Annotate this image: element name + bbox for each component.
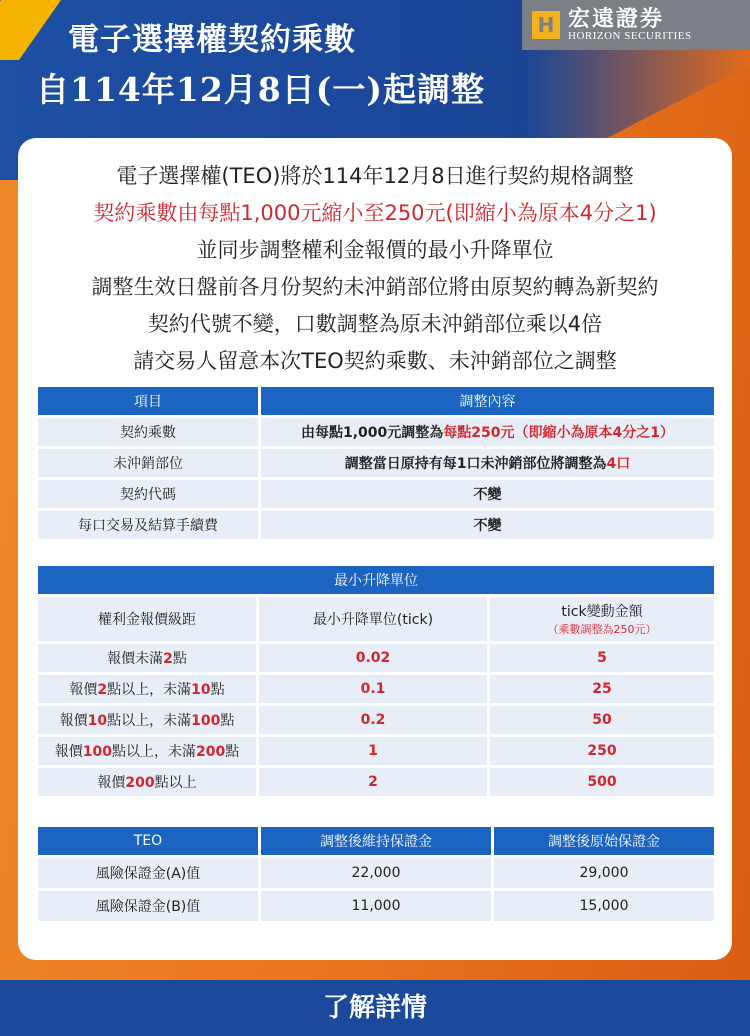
content-card	[18, 138, 732, 960]
cell-range: 報價10點以上，未滿100點	[38, 706, 256, 734]
cell-orig: 29,000	[491, 858, 714, 888]
table-title: 最小升降單位	[38, 566, 714, 594]
cell-amount: 25	[487, 675, 714, 703]
cell-tick: 1	[256, 737, 487, 765]
adjustment-table	[38, 384, 714, 542]
logo-name-cn: 宏遠證券	[568, 6, 665, 32]
intro-line: 請交易人留意本次TEO契約乘數、未沖銷部位之調整	[133, 349, 617, 373]
cell-range: 報價未滿2點	[38, 644, 256, 672]
logo-name-en: HORIZON SECURITIES	[568, 29, 692, 42]
cell-maint: 11,000	[258, 891, 491, 921]
table-row	[38, 511, 714, 539]
table-row	[38, 891, 714, 921]
cell-item: 契約代碼	[38, 480, 258, 508]
column-header: tick變動金額 （乘數調整為250元）	[487, 597, 714, 641]
column-header: 調整內容	[258, 387, 714, 415]
table-header-row	[38, 597, 714, 641]
intro-line: 並同步調整權利金報價的最小升降單位	[196, 238, 554, 262]
cell-label: 風險保證金(B)值	[38, 891, 258, 921]
cell-tick: 0.02	[256, 644, 487, 672]
table-row	[38, 737, 714, 765]
cell-content: 調整當日原持有每1口未沖銷部位將調整為4口	[258, 449, 714, 477]
table-row	[38, 449, 714, 477]
intro-text	[18, 158, 732, 380]
intro-line: 契約代號不變，口數調整為原未沖銷部位乘以4倍	[147, 312, 603, 336]
column-header: 項目	[38, 387, 258, 415]
cell-tick: 0.1	[256, 675, 487, 703]
cell-amount: 5	[487, 644, 714, 672]
cell-orig: 15,000	[491, 891, 714, 921]
intro-line: 調整生效日盤前各月份契約未沖銷部位將由原契約轉為新契約	[91, 275, 659, 299]
cell-item: 未沖銷部位	[38, 449, 258, 477]
table-row	[38, 418, 714, 446]
table-row	[38, 858, 714, 888]
cell-tick: 2	[256, 768, 487, 796]
table-row	[38, 768, 714, 796]
cell-amount: 250	[487, 737, 714, 765]
logo-icon: H	[532, 11, 560, 39]
cell-range: 報價200點以上	[38, 768, 256, 796]
cell-amount: 500	[487, 768, 714, 796]
cell-amount: 50	[487, 706, 714, 734]
page-title-line2: 自114年12月8日(一)起調整	[36, 70, 485, 109]
cell-item: 契約乘數	[38, 418, 258, 446]
cell-tick: 0.2	[256, 706, 487, 734]
column-header: 調整後原始保證金	[491, 827, 714, 855]
table-row	[38, 644, 714, 672]
cell-label: 風險保證金(A)值	[38, 858, 258, 888]
page-title-line1: 電子選擇權契約乘數	[68, 22, 356, 58]
cell-range: 報價2點以上，未滿10點	[38, 675, 256, 703]
column-header: 最小升降單位(tick)	[256, 597, 487, 641]
margin-table	[38, 824, 714, 924]
column-note: （乘數調整為250元）	[547, 623, 657, 636]
cell-item: 每口交易及結算手續費	[38, 511, 258, 539]
column-header: 調整後維持保證金	[258, 827, 491, 855]
cell-content: 由每點1,000元調整為每點250元（即縮小為原本4分之1）	[258, 418, 714, 446]
tick-table	[38, 563, 714, 799]
column-header: TEO	[38, 827, 258, 855]
intro-line-highlight: 契約乘數由每點1,000元縮小至250元(即縮小為原本4分之1)	[93, 201, 657, 225]
cell-content: 不變	[258, 480, 714, 508]
brand-logo	[522, 0, 750, 50]
cell-range: 報價100點以上，未滿200點	[38, 737, 256, 765]
table-row	[38, 706, 714, 734]
table-row	[38, 675, 714, 703]
cell-content: 不變	[258, 511, 714, 539]
intro-line: 電子選擇權(TEO)將於114年12月8日進行契約規格調整	[116, 164, 634, 188]
learn-more-button[interactable]: 了解詳情	[0, 980, 750, 1036]
table-row	[38, 480, 714, 508]
column-header: 權利金報價級距	[38, 597, 256, 641]
cell-maint: 22,000	[258, 858, 491, 888]
